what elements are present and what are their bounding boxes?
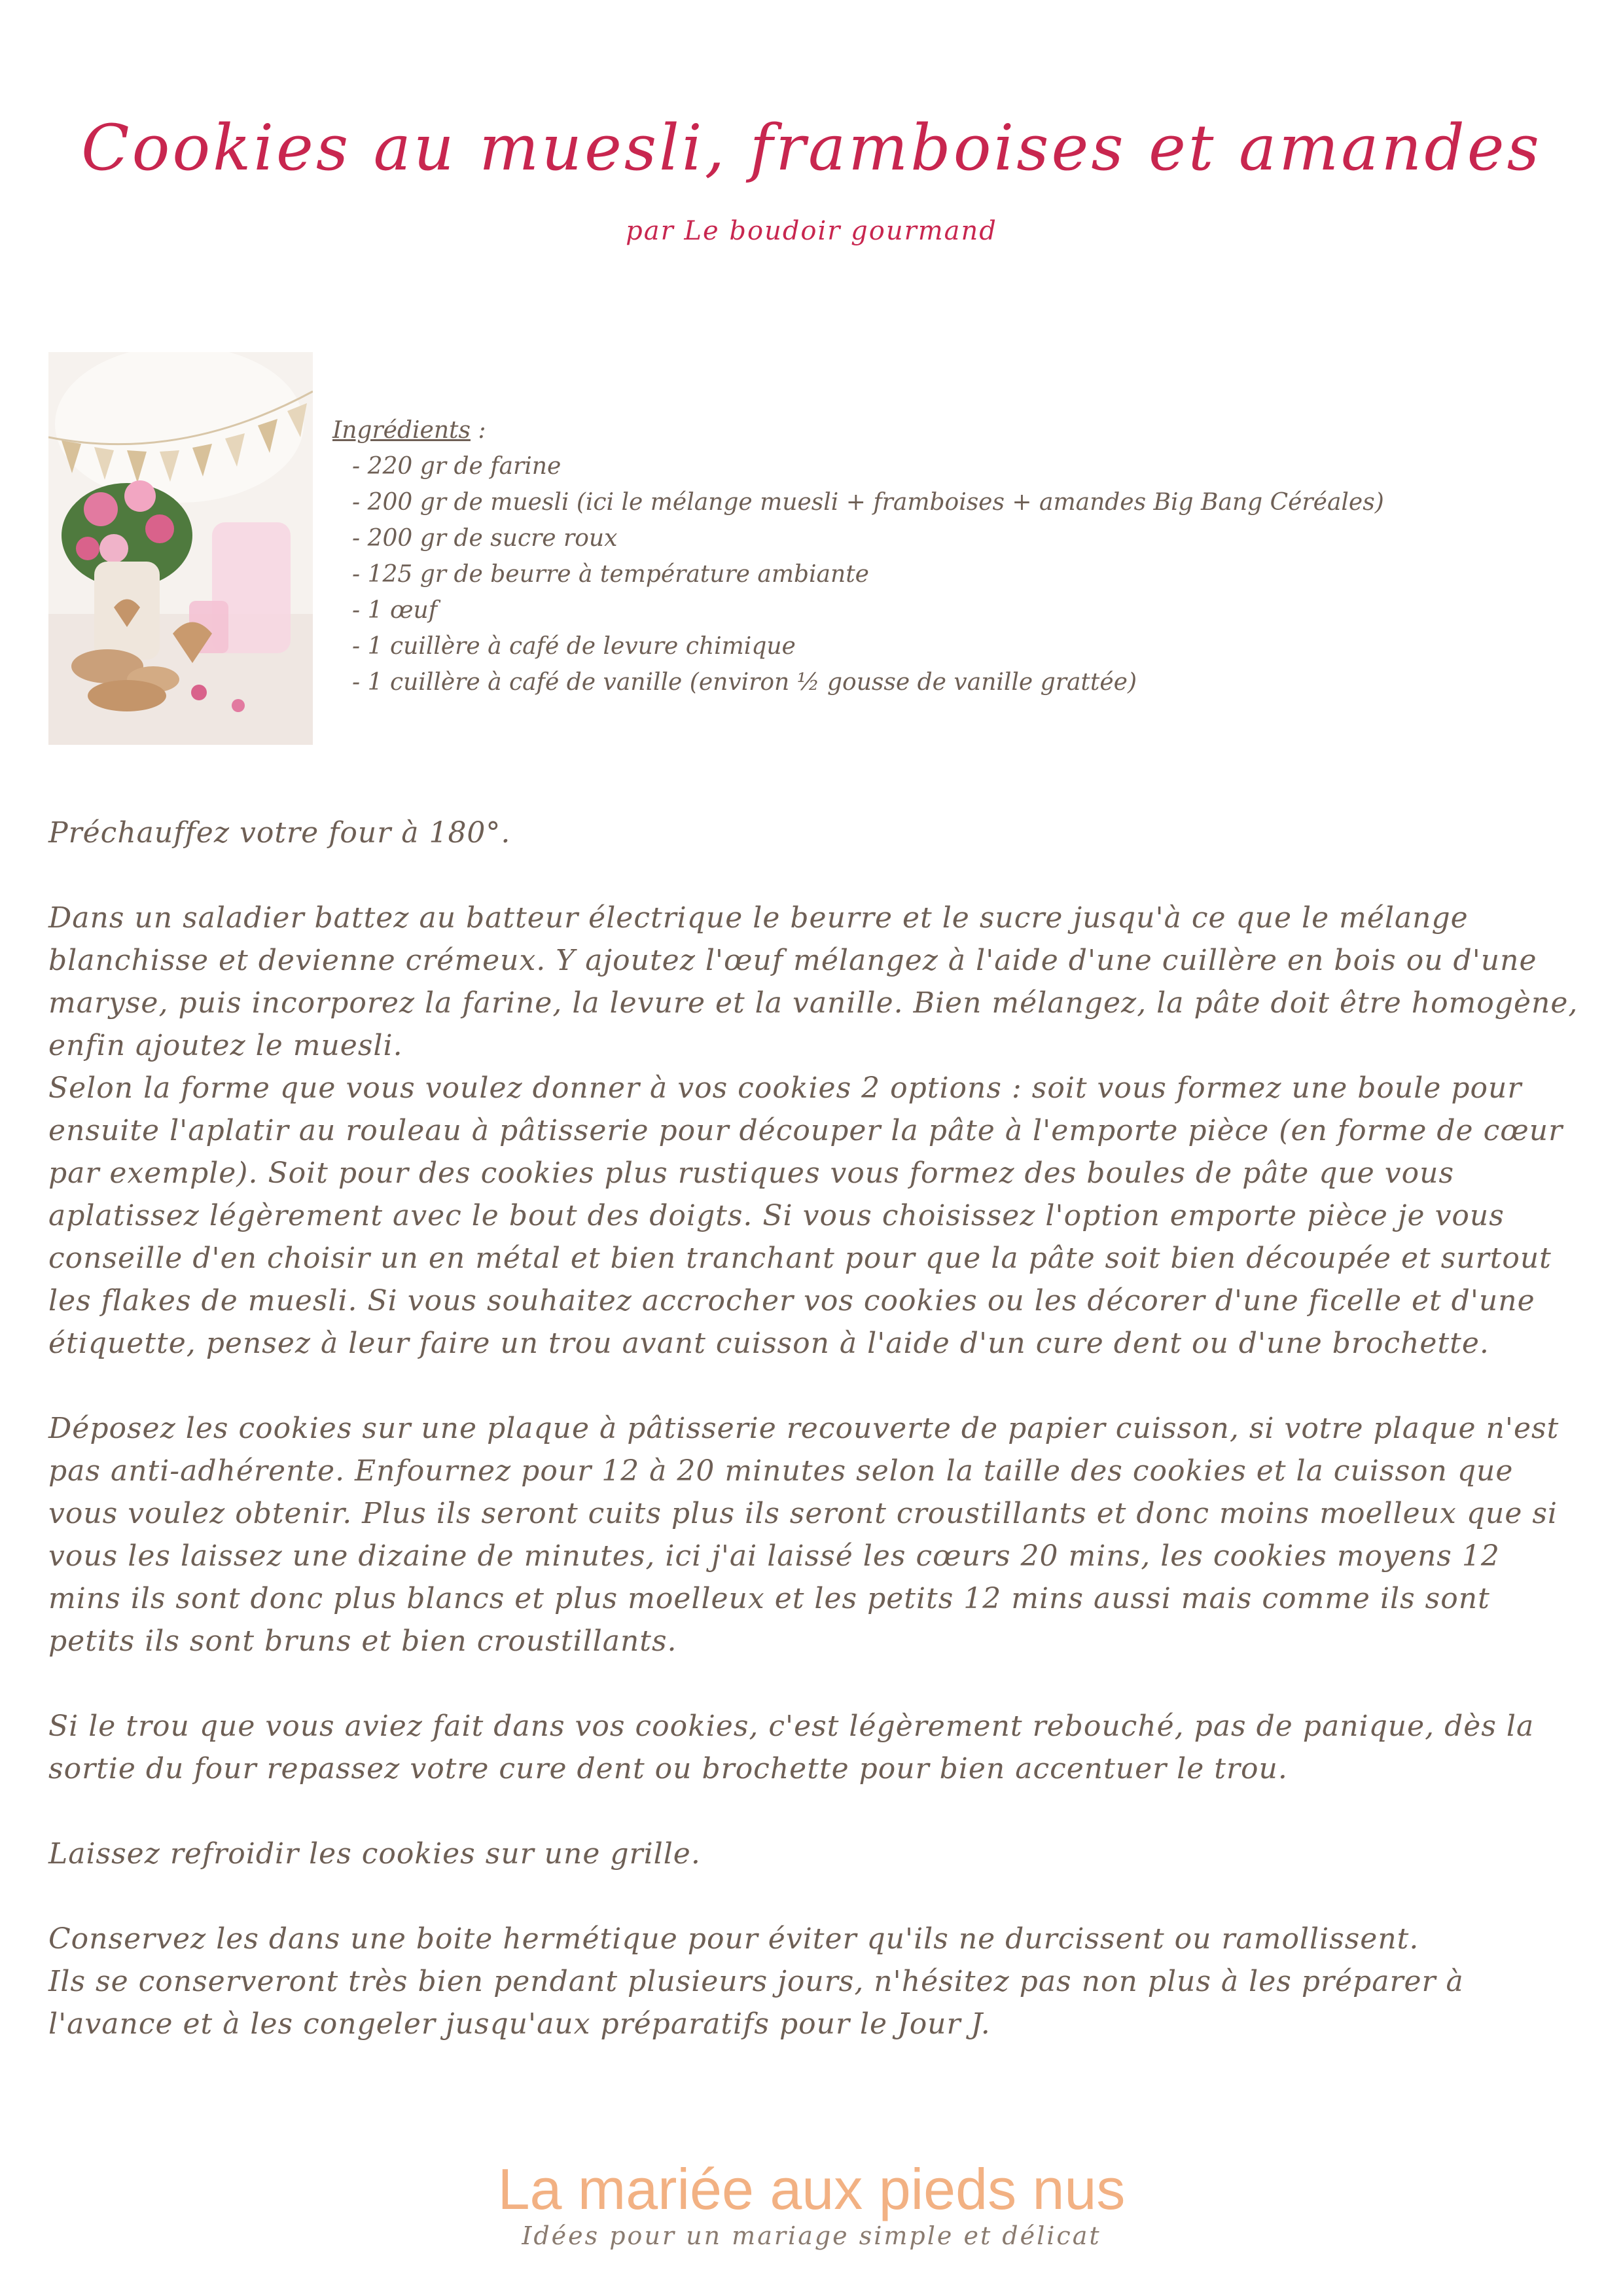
ingredient-item: - 200 gr de muesli (ici le mélange muesli + framboises + amandes Big Bang Céréales) xyxy=(352,484,1576,520)
recipe-photo xyxy=(48,352,313,745)
ingredient-item: - 200 gr de sucre roux xyxy=(352,520,1576,556)
ingredient-item: - 220 gr de farine xyxy=(352,448,1576,484)
cookies-photo-illustration xyxy=(48,352,313,745)
ingredient-item: - 1 cuillère à café de levure chimique xyxy=(352,628,1576,664)
instruction-paragraph: Déposez les cookies sur une plaque à pâtisserie recouverte de papier cuisson, si votre plaque n'est pas anti-adhérente. Enfournez pour 12 à 20 minutes selon la taille des cookies et la cuisson que vous voulez obtenir. Plus ils seront cuits plus ils seront croustillants et donc moins moelleux que si vous les laissez une dizaine de minutes, ici j'ai laissé les cœurs 20 mins, les cookies moyens 12 mins ils sont donc plus blancs et plus moelleux et les petits 12 mins aussi mais comme ils sont petits ils sont bruns et bien croustillants. xyxy=(48,1412,1560,1658)
instruction-paragraph: Si le trou que vous aviez fait dans vos cookies, c'est légèrement rebouché, pas de panique, dès la sortie du four repassez votre cure dent ou brochette pour bien accentuer le trou. xyxy=(48,1710,1535,1785)
ingredients-heading-colon: : xyxy=(470,417,486,444)
ingredients-heading: Ingrédients xyxy=(332,417,471,444)
instructions-section xyxy=(48,812,1580,2088)
footer-tagline: Idées pour un mariage simple et délicat xyxy=(522,2221,1101,2250)
ingredient-item: - 1 cuillère à café de vanille (environ ½ gousse de vanille grattée) xyxy=(352,664,1576,700)
ingredient-item: - 1 œuf xyxy=(352,592,1576,628)
ingredient-item: - 125 gr de beurre à température ambiante xyxy=(352,556,1576,592)
ingredients-heading-line xyxy=(332,412,1576,448)
instruction-paragraph: Selon la forme que vous voulez donner à vos cookies 2 options : soit vous formez une boule pour ensuite l'aplatir au rouleau à pâtisserie pour découper la pâte à l'emporte pièce (en forme de cœur par exemple). Soit pour des cookies plus rustiques vous formez des boules de pâte que vous aplatissez légèrement avec le bout des doigts. Si vous choisissez l'option emporte pièce je vous conseille d'en choisir un en métal et bien tranchant pour que la pâte soit bien découpée et surtout les flakes de muesli. Si vous souhaitez accrocher vos cookies ou les décorer d'une ficelle et d'une étiquette, pensez à leur faire un trou avant cuisson à l'aide d'un cure dent ou d'une brochette. xyxy=(48,1071,1563,1360)
instruction-paragraph: Préchauffez votre four à 180°. xyxy=(48,816,511,850)
footer-brand: La mariée aux pieds nus xyxy=(497,2157,1126,2221)
ingredients-section xyxy=(332,412,1576,700)
instruction-paragraph: Conservez les dans une boite hermétique pour éviter qu'ils ne durcissent ou ramollissent. xyxy=(48,1922,1419,1956)
instruction-paragraph: Dans un saladier battez au batteur électrique le beurre et le sucre jusqu'à ce que le mélange blanchisse et devienne crémeux. Y ajoutez l'œuf mélangez à l'aide d'une cuillère en bois ou d'une maryse, puis incorporez la farine, la levure et la vanille. Bien mélangez, la pâte doit être homogène, enfin ajoutez le muesli. xyxy=(48,901,1578,1062)
recipe-title: Cookies au muesli, framboises et amandes xyxy=(81,111,1542,185)
instruction-paragraph: Ils se conserveront très bien pendant plusieurs jours, n'hésitez pas non plus à les préparer à l'avance et à les congeler jusqu'aux préparatifs pour le Jour J. xyxy=(48,1965,1464,2041)
recipe-byline: par Le boudoir gourmand xyxy=(626,216,997,246)
ingredients-list xyxy=(332,448,1576,700)
instruction-paragraph: Laissez refroidir les cookies sur une grille. xyxy=(48,1837,701,1871)
footer xyxy=(0,2157,1623,2250)
